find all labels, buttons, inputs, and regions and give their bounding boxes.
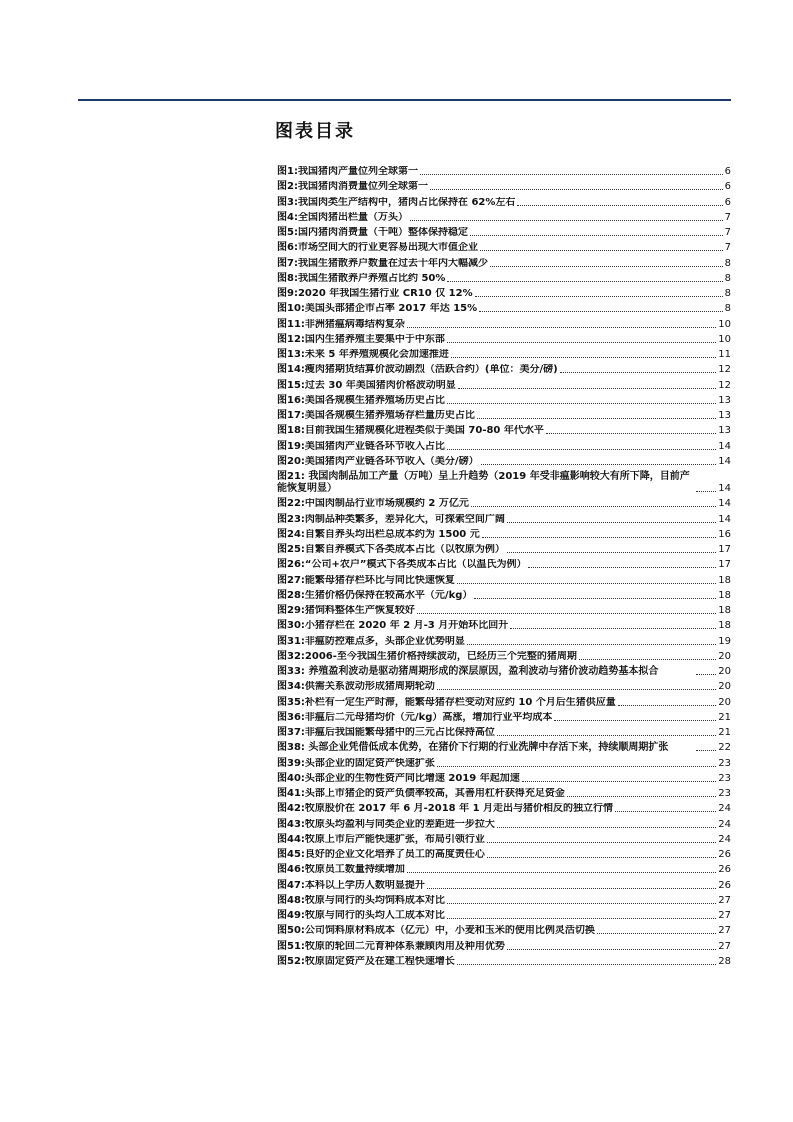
figure-label: 图28: <box>277 589 305 601</box>
figure-caption: 目前我国生猪规模化进程类似于美国 70-80 年代水平 <box>304 425 544 437</box>
dot-leader <box>447 281 722 282</box>
page-number: 24 <box>718 833 731 845</box>
page-number: 17 <box>718 559 731 571</box>
toc-entry[interactable] <box>277 666 731 678</box>
figure-caption: 全国肉猪出栏量（万头） <box>297 211 408 223</box>
page-number: 21 <box>718 727 731 738</box>
dot-leader <box>407 327 716 328</box>
figure-caption: 能繁母猪存栏环比与同比快速恢复 <box>304 574 455 586</box>
dot-leader <box>457 583 716 584</box>
toc-entry[interactable] <box>277 910 731 922</box>
figure-caption: 头部企业的生物性资产同比增速 2019 年起加速 <box>304 772 520 784</box>
dot-leader <box>497 827 716 828</box>
figure-label: 图37: <box>277 727 305 738</box>
page-number: 12 <box>718 379 731 391</box>
figure-caption: 头部上市猪企的资产负债率较高，其善用杠杆获得充足资金 <box>304 788 565 799</box>
toc-entry[interactable] <box>277 575 731 587</box>
dot-leader <box>696 674 716 675</box>
toc-entry[interactable] <box>277 803 731 815</box>
dot-leader <box>470 235 723 236</box>
toc-entry[interactable] <box>277 410 731 422</box>
toc-entry[interactable] <box>277 242 731 254</box>
page-number: 8 <box>724 257 731 269</box>
figure-label: 图45: <box>277 849 305 860</box>
figure-caption: 头部企业的固定资产快速扩张 <box>304 757 435 769</box>
toc-entry[interactable] <box>277 258 731 270</box>
toc-entry[interactable] <box>277 590 731 602</box>
page-title: 图表目录 <box>275 121 355 142</box>
page-number: 19 <box>718 635 731 647</box>
figure-label: 图25: <box>277 544 305 555</box>
toc-entry[interactable] <box>277 544 731 556</box>
figure-caption: 非瘟防控难点多，头部企业优势明显 <box>304 635 465 647</box>
page-number: 28 <box>718 955 731 967</box>
figure-caption: 非瘟后二元母猪均价（元/kg）高涨，增加行业平均成本 <box>304 711 553 723</box>
dot-leader <box>481 464 717 465</box>
figure-caption: 图21: 我国肉制品加工产量（万吨）呈上升趋势（2019 年受非瘟影响较大有所下降，目前产能恢复明显） <box>277 471 690 494</box>
page-number: 20 <box>718 681 731 693</box>
figure-label: 图50: <box>277 925 305 937</box>
figure-caption: 良好的企业文化培养了员工的高度责任心 <box>304 849 485 860</box>
dot-leader <box>458 388 716 389</box>
toc-entry[interactable] <box>277 864 731 876</box>
figure-label: 图15: <box>277 379 305 391</box>
figure-caption: 国内猪肉消费量（千吨）整体保持稳定 <box>297 227 468 238</box>
toc-entry[interactable] <box>277 712 731 724</box>
figure-caption: 本科以上学历人数明显提升 <box>304 879 425 891</box>
figure-label: 图14: <box>277 364 305 376</box>
page-number: 8 <box>724 272 731 284</box>
figure-label: 图51: <box>277 940 305 952</box>
dot-leader <box>615 811 716 812</box>
figure-caption: 瘦肉猪期货结算价波动剧烈（活跃合约）(单位：美分/磅) <box>304 364 558 376</box>
toc-entry[interactable] <box>277 181 731 193</box>
dot-leader <box>528 567 716 568</box>
page-number: 18 <box>718 605 731 616</box>
toc-entry[interactable] <box>277 681 731 693</box>
dot-leader <box>474 598 716 599</box>
figure-label: 图16: <box>277 394 305 406</box>
figure-label: 图34: <box>277 681 305 693</box>
page-number: 7 <box>724 227 731 238</box>
figure-label: 图26: <box>277 559 305 571</box>
figure-label: 图32: <box>277 650 305 662</box>
toc-entry[interactable] <box>277 514 731 526</box>
page-number: 16 <box>718 528 731 540</box>
toc-entry[interactable] <box>277 441 731 453</box>
dot-leader <box>407 872 716 873</box>
page-number: 21 <box>718 711 731 723</box>
dot-leader <box>517 205 722 206</box>
dot-leader <box>579 659 716 660</box>
dot-leader <box>522 781 717 782</box>
dot-leader <box>507 522 716 523</box>
page-number: 18 <box>718 589 731 601</box>
toc-entry[interactable] <box>277 197 731 209</box>
dot-leader <box>417 613 716 614</box>
dot-leader <box>567 796 716 797</box>
figure-caption: 牧原与同行的头均人工成本对比 <box>304 910 445 921</box>
dot-leader <box>487 857 716 858</box>
page-number: 6 <box>724 196 731 208</box>
figure-label: 图4: <box>277 211 298 223</box>
figure-label: 图19: <box>277 440 305 452</box>
figure-caption: 供需关系波动形成猪周期轮动 <box>304 681 435 693</box>
figure-label: 图44: <box>277 833 305 845</box>
page-number: 20 <box>718 696 731 708</box>
toc-entry[interactable] <box>277 559 731 571</box>
page-number: 26 <box>718 879 731 891</box>
figure-caption: 美国头部猪企市占率 2017 年达 15% <box>304 303 478 315</box>
page-number: 6 <box>724 181 731 193</box>
page-number: 27 <box>718 940 731 952</box>
dot-leader <box>497 735 716 736</box>
page-number: 14 <box>718 455 731 467</box>
figure-label: 图40: <box>277 772 305 784</box>
page-number: 26 <box>718 849 731 860</box>
figure-label: 图3: <box>277 196 298 208</box>
figure-caption: 牧原股价在 2017 年 6 月-2018 年 1 月走出与猪价相反的独立行情 <box>304 803 614 815</box>
figure-label: 图27: <box>277 574 305 586</box>
toc-entry[interactable] <box>277 697 731 709</box>
dot-leader <box>447 449 716 450</box>
figure-caption: 公司饲料原材料成本（亿元）中，小麦和玉米的使用比例灵活切换 <box>304 925 595 937</box>
figure-caption: 非瘟后我国能繁母猪中的三元占比保持高位 <box>304 727 495 738</box>
dot-leader <box>430 189 723 190</box>
figure-caption: 美国猪肉产业链各环节收入（美分/磅） <box>304 455 479 467</box>
page-number: 17 <box>718 544 731 555</box>
figure-caption: “公司+农户”模式下各类成本占比（以温氏为例） <box>304 559 527 571</box>
page-number: 24 <box>718 803 731 815</box>
dot-leader <box>507 949 716 950</box>
dot-leader <box>480 250 723 251</box>
page-number: 14 <box>718 498 731 510</box>
page-number: 8 <box>724 288 731 299</box>
figure-label: 图49: <box>277 910 305 921</box>
page-number: 8 <box>724 303 731 315</box>
toc-entry[interactable] <box>277 773 731 785</box>
toc-entry[interactable] <box>277 227 731 239</box>
page-number: 7 <box>724 242 731 254</box>
page-number: 13 <box>718 425 731 437</box>
figure-label: 图8: <box>277 272 298 284</box>
figure-caption: 国内生猪养殖主要集中于中东部 <box>304 333 445 345</box>
dot-leader <box>471 506 716 507</box>
page-number: 20 <box>718 666 731 677</box>
dot-leader <box>490 266 723 267</box>
figure-label: 图1: <box>277 166 298 177</box>
figure-caption: 牧原与同行的头均饲料成本对比 <box>304 894 445 906</box>
toc-entry[interactable] <box>277 380 731 392</box>
figure-caption: 我国猪肉消费量位列全球第一 <box>297 181 428 193</box>
dot-leader <box>410 220 723 221</box>
toc-entry[interactable] <box>277 620 731 632</box>
figure-caption: 美国各规模生猪养殖场历史占比 <box>304 394 445 406</box>
figure-caption: 牧原固定资产及在建工程快速增长 <box>304 955 455 967</box>
page-number: 18 <box>718 620 731 632</box>
page-number: 11 <box>718 349 731 360</box>
dot-leader <box>554 720 716 721</box>
toc-entry[interactable] <box>277 880 731 892</box>
figure-caption: 我国猪肉产量位列全球第一 <box>297 166 418 177</box>
toc-entry[interactable] <box>277 925 731 937</box>
toc-entry[interactable] <box>277 788 731 800</box>
figure-caption: 2020 年我国生猪行业 CR10 仅 12% <box>297 288 473 299</box>
figure-caption: 生猪价格仍保持在较高水平（元/kg） <box>304 589 473 601</box>
figure-caption: 补栏有一定生产时滞，能繁母猪存栏变动对应约 10 个月后生猪供应量 <box>304 696 616 708</box>
toc-entry[interactable] <box>277 303 731 315</box>
figure-caption: 我国生猪散养户养殖占比约 50% <box>297 272 446 284</box>
dot-leader <box>696 491 716 492</box>
page-number: 10 <box>718 333 731 345</box>
toc-entry[interactable] <box>277 941 731 953</box>
page-number: 18 <box>718 574 731 586</box>
toc-entry[interactable] <box>277 456 731 468</box>
figure-label: 图12: <box>277 333 305 345</box>
dot-leader <box>510 628 716 629</box>
page-number: 27 <box>718 894 731 906</box>
header-rule <box>78 99 731 101</box>
figure-label: 图10: <box>277 303 305 315</box>
figure-caption: 美国猪肉产业链各环节收入占比 <box>304 440 445 452</box>
page-number: 27 <box>718 910 731 921</box>
figure-label: 图24: <box>277 528 305 540</box>
figure-label: 图42: <box>277 803 305 815</box>
figure-label: 图5: <box>277 227 298 238</box>
figure-caption: 牧原员工数量持续增加 <box>304 864 405 876</box>
figure-caption: 小猪存栏在 2020 年 2 月-3 月开始环比回升 <box>304 620 509 632</box>
page-number: 26 <box>718 864 731 876</box>
figure-label: 图47: <box>277 879 305 891</box>
page-number: 13 <box>718 394 731 406</box>
dot-leader <box>618 705 716 706</box>
toc-entry[interactable] <box>277 605 731 617</box>
toc-entry[interactable] <box>277 498 731 510</box>
figure-caption: 过去 30 年美国猪肉价格波动明显 <box>304 379 456 391</box>
toc-entry[interactable] <box>277 471 731 495</box>
dot-leader <box>447 342 716 343</box>
toc-entry[interactable] <box>277 319 731 331</box>
dot-leader <box>546 433 716 434</box>
figure-caption: 猪饲料整体生产恢复较好 <box>304 605 415 616</box>
dot-leader <box>560 372 717 373</box>
figure-label: 图9: <box>277 288 298 299</box>
toc-entry[interactable] <box>277 758 731 770</box>
dot-leader <box>482 537 717 538</box>
figure-caption: 我国肉类生产结构中，猪肉占比保持在 62%左右 <box>297 196 516 208</box>
figure-label: 图22: <box>277 498 305 510</box>
dot-leader <box>477 418 716 419</box>
dot-leader <box>451 357 716 358</box>
page-number: 6 <box>724 166 731 177</box>
figure-label: 图36: <box>277 711 305 723</box>
toc-entry[interactable] <box>277 273 731 285</box>
figure-label: 图43: <box>277 818 305 830</box>
page-number: 14 <box>718 483 731 494</box>
dot-leader <box>457 964 716 965</box>
dot-leader <box>597 933 716 934</box>
toc-entry[interactable] <box>277 956 731 968</box>
dot-leader <box>447 903 716 904</box>
toc-entry[interactable] <box>277 529 731 541</box>
dot-leader <box>420 174 723 175</box>
toc-entry[interactable] <box>277 727 731 739</box>
page-number: 14 <box>718 440 731 452</box>
figure-caption: 美国各规模生猪养殖场存栏量历史占比 <box>304 410 475 421</box>
figure-caption: 我国生猪散养户数量在过去十年内大幅减少 <box>297 257 488 269</box>
figure-caption: 市场空间大的行业更容易出现大市值企业 <box>297 242 478 254</box>
dot-leader <box>447 403 716 404</box>
figure-caption: 自繁自养模式下各类成本占比（以牧原为例） <box>304 544 505 555</box>
figure-label: 图11: <box>277 318 305 330</box>
toc-entry[interactable] <box>277 849 731 861</box>
figure-label: 图48: <box>277 894 305 906</box>
dot-leader <box>437 689 716 690</box>
dot-leader <box>507 552 716 553</box>
page-number: 27 <box>718 925 731 937</box>
toc-entry[interactable] <box>277 636 731 648</box>
dot-leader <box>475 296 723 297</box>
toc-entry[interactable] <box>277 166 731 178</box>
figure-label: 图46: <box>277 864 305 876</box>
toc-entry[interactable] <box>277 364 731 376</box>
dot-leader <box>437 766 716 767</box>
toc-entry[interactable] <box>277 395 731 407</box>
figure-label: 图39: <box>277 757 305 769</box>
figure-caption: 图38: 头部企业凭借低成本优势，在猪价下行期的行业洗牌中存活下来，持续顺周期扩张 <box>277 742 669 754</box>
toc-entry[interactable] <box>277 334 731 346</box>
toc-entry[interactable] <box>277 212 731 224</box>
figure-label: 图18: <box>277 425 305 437</box>
toc-entry[interactable] <box>277 819 731 831</box>
figure-label: 图17: <box>277 410 305 421</box>
toc-entry[interactable] <box>277 425 731 437</box>
toc-entry[interactable] <box>277 742 731 754</box>
figure-caption: 未来 5 年养殖规模化会加速推进 <box>304 349 449 360</box>
dot-leader <box>696 750 716 751</box>
figure-caption: 2006-至今我国生猪价格持续波动，已经历三个完整的猪周期 <box>304 650 577 662</box>
figure-label: 图6: <box>277 242 298 254</box>
figure-label: 图2: <box>277 181 298 193</box>
page-number: 20 <box>718 650 731 662</box>
page-number: 7 <box>724 211 731 223</box>
figure-caption: 自繁自养头均出栏总成本约为 1500 元 <box>304 528 480 540</box>
figure-label: 图23: <box>277 513 305 525</box>
page-number: 23 <box>718 772 731 784</box>
figure-label: 图35: <box>277 696 305 708</box>
figure-label: 图13: <box>277 349 305 360</box>
figure-caption: 牧原的轮回二元育种体系兼顾肉用及种用优势 <box>304 940 505 952</box>
page-number: 10 <box>718 318 731 330</box>
page-number: 24 <box>718 818 731 830</box>
figure-caption: 肉制品种类繁多，差异化大，可探索空间广阔 <box>304 513 505 525</box>
toc-entry[interactable] <box>277 651 731 663</box>
figure-caption: 牧原头均盈利与同类企业的差距进一步拉大 <box>304 818 495 830</box>
toc-entry[interactable] <box>277 895 731 907</box>
figure-caption: 图33: 养殖盈利波动是驱动猪周期形成的深层原因，盈利波动与猪价波动趋势基本拟合 <box>277 666 659 677</box>
figure-label: 图7: <box>277 257 298 269</box>
toc-entry[interactable] <box>277 834 731 846</box>
figure-label: 图41: <box>277 788 305 799</box>
page-number: 13 <box>718 410 731 421</box>
page-number: 12 <box>718 364 731 376</box>
dot-leader <box>447 918 716 919</box>
toc-entry[interactable] <box>277 288 731 300</box>
figure-caption: 中国肉制品行业市场规模约 2 万亿元 <box>304 498 469 510</box>
figure-label: 图30: <box>277 620 305 632</box>
page-number: 22 <box>718 742 731 754</box>
figure-list <box>277 166 731 971</box>
figure-label: 图52: <box>277 955 305 967</box>
page-number: 23 <box>718 788 731 799</box>
dot-leader <box>427 888 716 889</box>
figure-label: 图31: <box>277 635 305 647</box>
page-number: 14 <box>718 513 731 525</box>
dot-leader <box>479 311 722 312</box>
toc-entry[interactable] <box>277 349 731 361</box>
figure-label: 图20: <box>277 455 305 467</box>
page-number: 23 <box>718 757 731 769</box>
figure-label: 图29: <box>277 605 305 616</box>
figure-caption: 非洲猪瘟病毒结构复杂 <box>304 318 405 330</box>
dot-leader <box>467 644 716 645</box>
dot-leader <box>487 842 716 843</box>
figure-caption: 牧原上市后产能快速扩张，布局引领行业 <box>304 833 485 845</box>
